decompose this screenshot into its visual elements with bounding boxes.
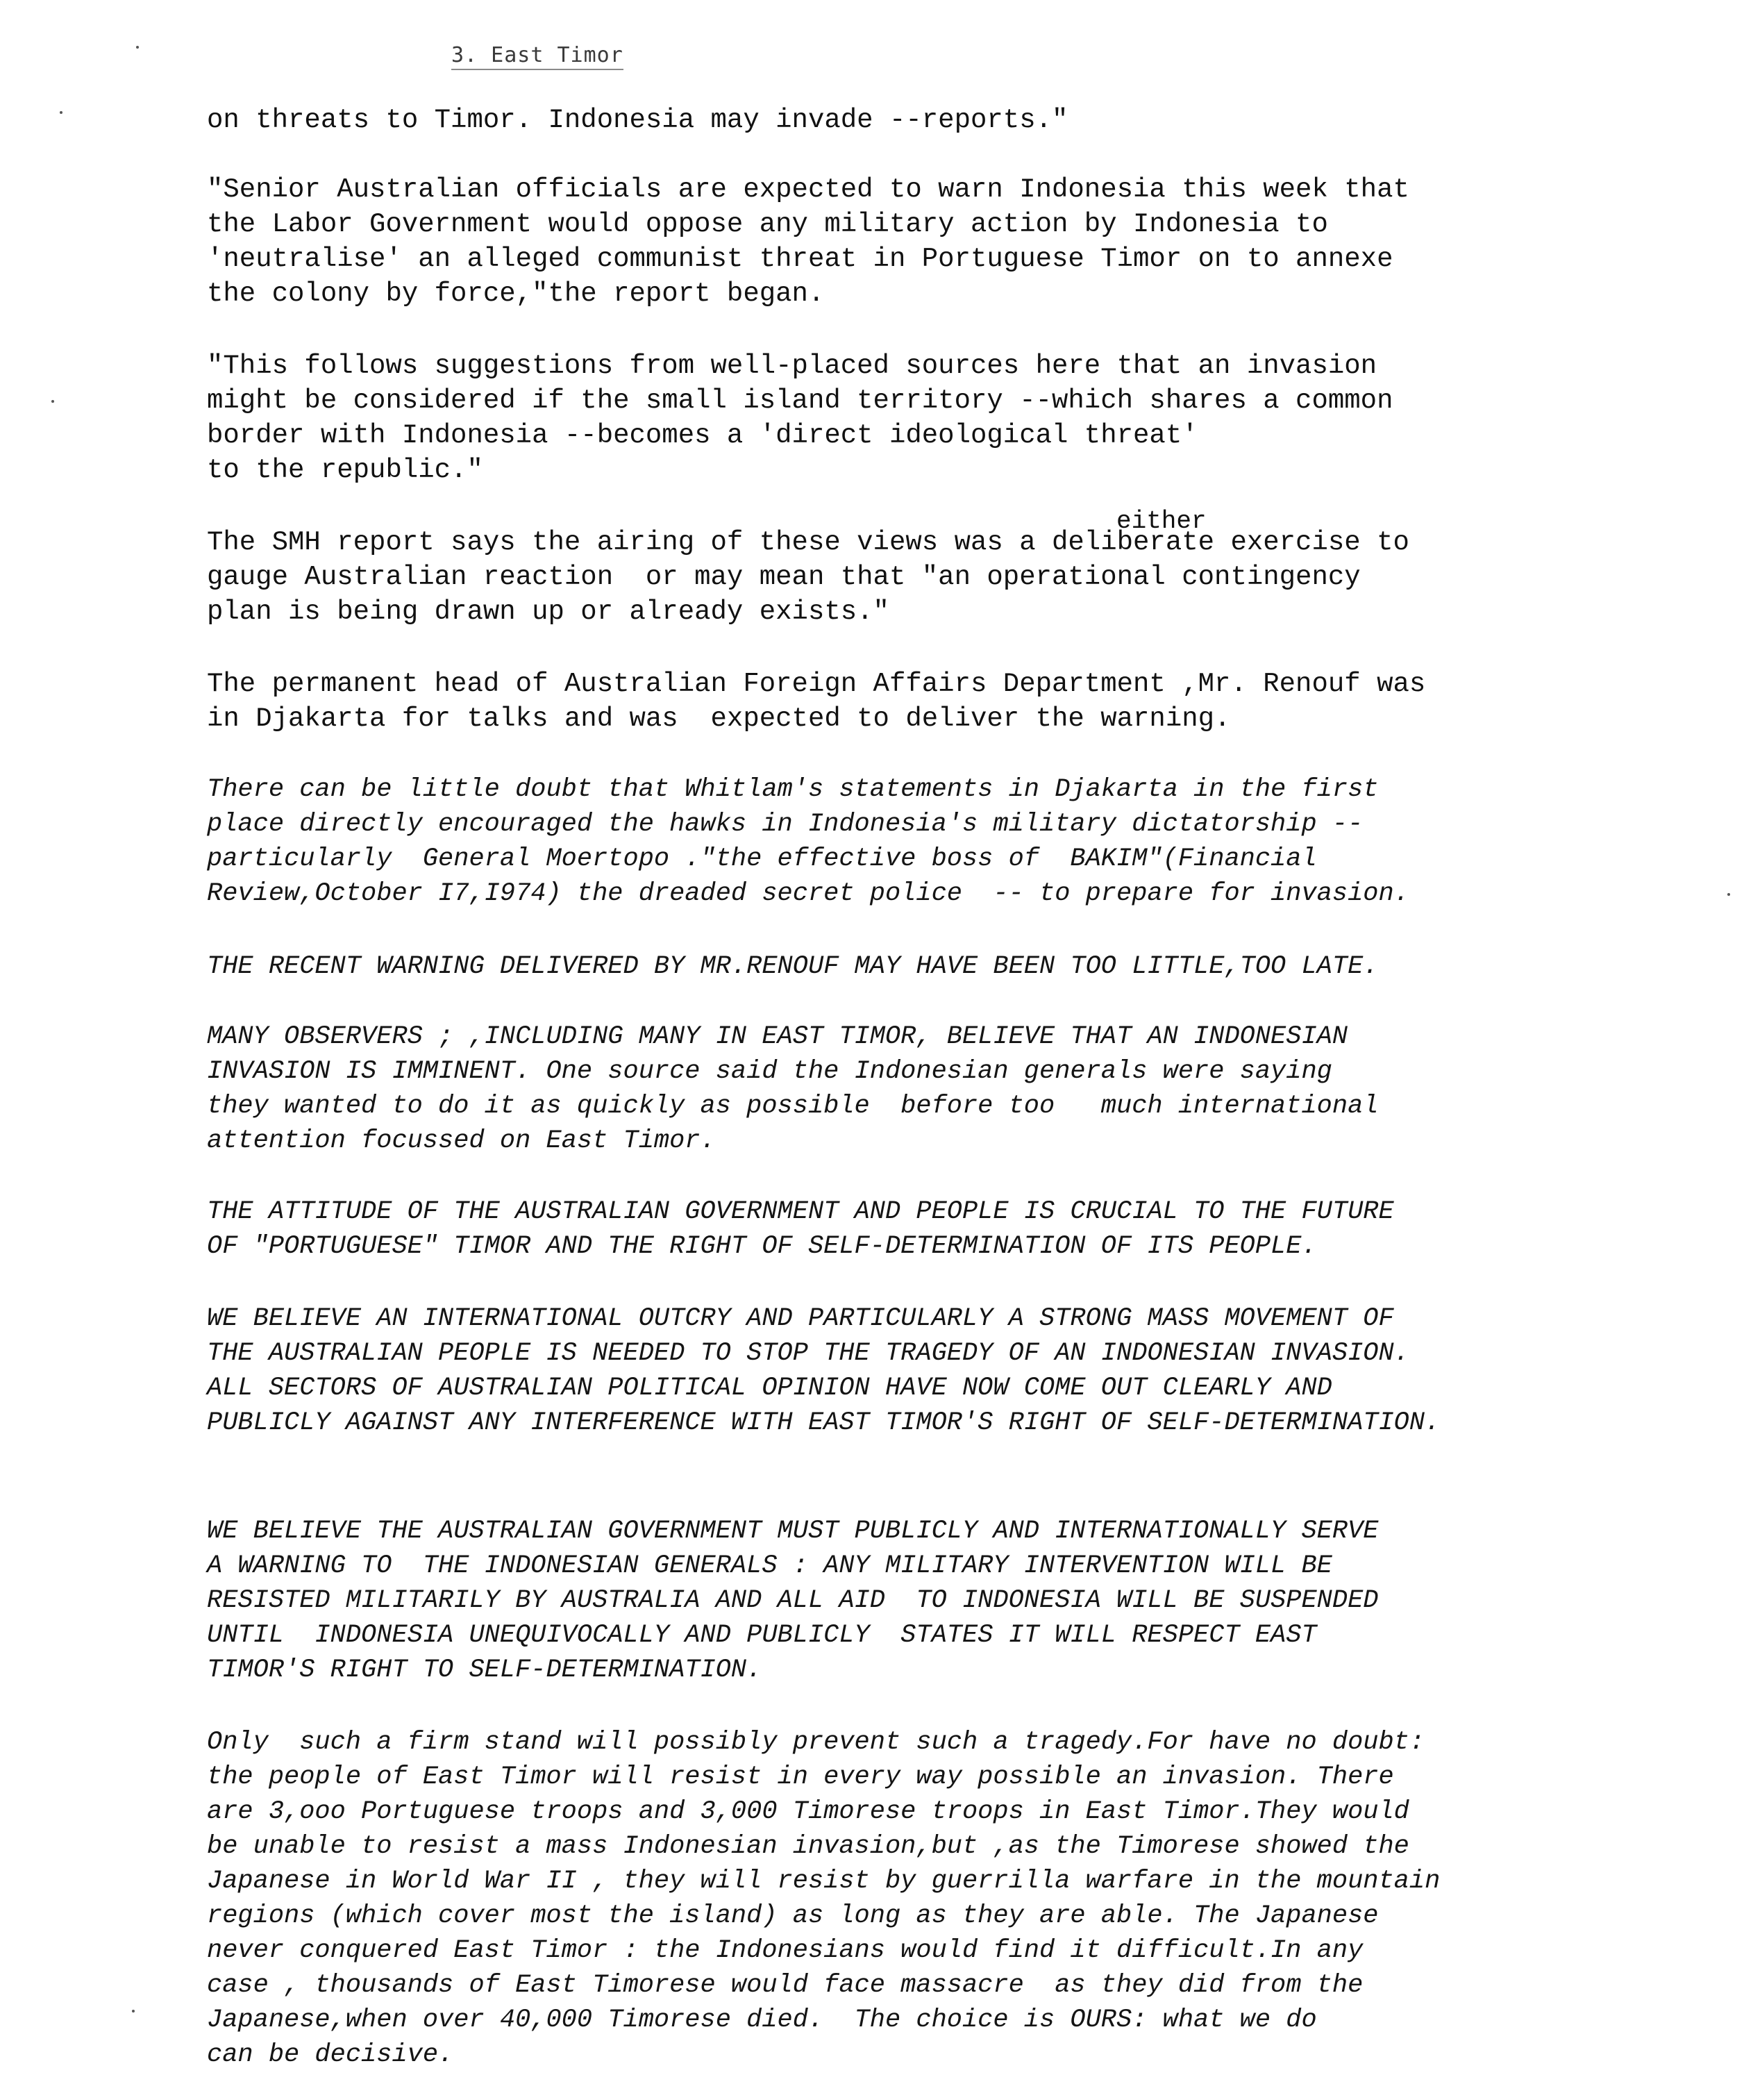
scan-speck xyxy=(136,46,139,49)
paragraph-11: WE BELIEVE THE AUSTRALIAN GOVERNMENT MUST PUBLICLY AND INTERNATIONALLY SERVE A WARNING TO THE INDONESIAN GENERALS : ANY MILITARY INTERVENTION WILL BE RESISTED MILITARILY BY AUSTRALIA AND ALL AID TO INDONESIA WILL BE SUSPENDED UNTIL INDONESIA UNEQUIVOCALLY AND PUBLICLY STATES IT WILL RESPECT EAST TIMOR'S RIGHT TO SELF-DETERMINATION. xyxy=(207,1517,1379,1685)
paragraph-7: THE RECENT WARNING DELIVERED BY MR.RENOUF MAY HAVE BEEN TOO LITTLE,TOO LATE. xyxy=(207,952,1379,981)
paragraph-2: "Senior Australian officials are expected to warn Indonesia this week that the Labor Government would oppose any military action by Indonesia to 'neutralise' an alleged communist threat in Portuguese Timor on to annexe the colony by force,"the report began. xyxy=(207,174,1409,309)
scan-speck xyxy=(1727,893,1730,896)
paragraph-5: The permanent head of Australian Foreign Affairs Department ,Mr. Renouf was in Djakarta for talks and was expected to deliver the warning. xyxy=(207,669,1426,734)
paragraph-8: MANY OBSERVERS ; ,INCLUDING MANY IN EAST TIMOR, BELIEVE THAT AN INDONESIAN INVASION IS IMMINENT. One source said the Indonesian generals were saying they wanted to do it as quickly as possible before too much international attention focussed on East Timor. xyxy=(207,1022,1379,1156)
paragraph-4: The SMH report says the airing of these views was a deliberate exercise to gauge Australian reaction or may mean that "an operational contingency plan is being drawn up or already exists." xyxy=(207,527,1409,627)
paragraph-1: on threats to Timor. Indonesia may invade --reports." xyxy=(207,105,1068,135)
handwritten-insertion: either xyxy=(1116,507,1207,535)
paragraph-3: "This follows suggestions from well-placed sources here that an invasion might be considered if the small island territory --which shares a common border with Indonesia --becomes a 'direct ideological threat' to the republic." xyxy=(207,351,1393,485)
scan-speck xyxy=(51,400,54,403)
paragraph-9: THE ATTITUDE OF THE AUSTRALIAN GOVERNMENT AND PEOPLE IS CRUCIAL TO THE FUTURE OF "PORTUGUESE" TIMOR AND THE RIGHT OF SELF-DETERMINATION OF ITS PEOPLE. xyxy=(207,1197,1394,1261)
page-header: 3. East Timor xyxy=(451,43,623,70)
paragraph-10: WE BELIEVE AN INTERNATIONAL OUTCRY AND PARTICULARLY A STRONG MASS MOVEMENT OF THE AUSTRALIAN PEOPLE IS NEEDED TO STOP THE TRAGEDY OF AN INDONESIAN INVASION. ALL SECTORS OF AUSTRALIAN POLITICAL OPINION HAVE NOW COME OUT CLEARLY AND PUBLICLY AGAINST ANY INTERFERENCE WITH EAST TIMOR'S RIGHT OF SELF-DETERMINATION. xyxy=(207,1304,1441,1438)
paragraph-6: There can be little doubt that Whitlam's statements in Djakarta in the first place directly encouraged the hawks in Indonesia's military dictatorship -- particularly General Moertopo ."the effective boss of BAKIM"(Financial Review,October I7,I974) the dreaded secret police -- to prepare for invasion. xyxy=(207,775,1409,908)
paragraph-12: Only such a firm stand will possibly prevent such a tragedy.For have no doubt: the people of East Timor will resist in every way possible an invasion. There are 3,ooo Portuguese troops and 3,000 Timorese troops in East Timor.They would be unable to resist a mass Indonesian invasion,but ,as the Timorese showed the Japanese in World War II , they will resist by guerrilla warfare in the mountain regions (which cover most the island) as long as they are able. The Japanese never conquered East Timor : the Indonesians would find it difficult.In any case , thousands of East Timorese would face massacre as they did from the Japanese,when over 40,000 Timorese died. The choice is OURS: what we do can be decisive. xyxy=(207,1728,1441,2069)
scan-speck xyxy=(132,2010,135,2012)
scan-speck xyxy=(60,111,62,114)
